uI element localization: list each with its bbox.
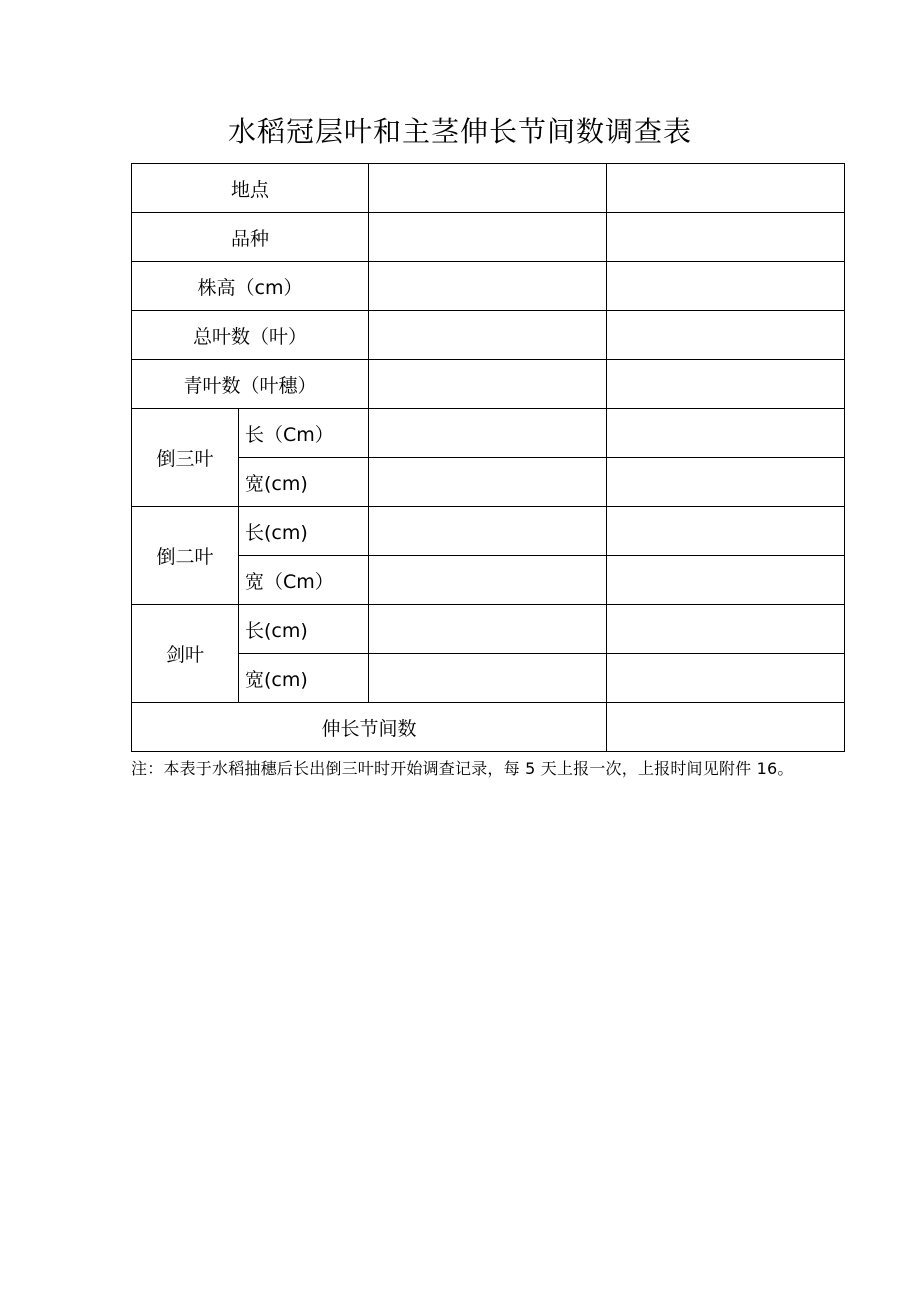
row-sublabel-third-last-leaf-width: 宽(cm) <box>239 458 369 507</box>
row-value-flag-leaf-length-1[interactable] <box>369 605 607 654</box>
table-row <box>132 458 845 507</box>
page-title: 水稻冠层叶和主茎伸长节间数调查表 <box>227 115 692 148</box>
row-label-total-leaves: 总叶数（叶） <box>132 311 369 360</box>
table-row <box>132 262 845 311</box>
table-row <box>132 164 845 213</box>
row-value-location-1[interactable] <box>369 164 607 213</box>
row-value-second-last-leaf-length-1[interactable] <box>369 507 607 556</box>
row-group-label-second-last-leaf: 倒二叶 <box>132 507 239 605</box>
row-value-plant-height-2[interactable] <box>607 262 845 311</box>
row-value-total-leaves-1[interactable] <box>369 311 607 360</box>
row-value-green-leaves-2[interactable] <box>607 360 845 409</box>
row-sublabel-second-last-leaf-width: 宽（Cm） <box>239 556 369 605</box>
table-row <box>132 605 845 654</box>
table-note: 注：本表于水稻抽穗后长出倒三叶时开始调查记录，每 5 天上报一次，上报时间见附件 16。 <box>131 759 794 778</box>
row-value-second-last-leaf-length-2[interactable] <box>607 507 845 556</box>
table-row <box>132 311 845 360</box>
survey-table <box>131 163 845 752</box>
row-value-second-last-leaf-width-1[interactable] <box>369 556 607 605</box>
row-value-second-last-leaf-width-2[interactable] <box>607 556 845 605</box>
table-row <box>132 507 845 556</box>
row-label-variety: 品种 <box>132 213 369 262</box>
row-value-flag-leaf-length-2[interactable] <box>607 605 845 654</box>
row-label-location: 地点 <box>132 164 369 213</box>
row-value-elongated-internodes[interactable] <box>607 703 845 752</box>
row-label-green-leaves: 青叶数（叶穗） <box>132 360 369 409</box>
row-value-plant-height-1[interactable] <box>369 262 607 311</box>
row-value-location-2[interactable] <box>607 164 845 213</box>
row-value-variety-1[interactable] <box>369 213 607 262</box>
row-value-third-last-leaf-width-2[interactable] <box>607 458 845 507</box>
row-value-flag-leaf-width-1[interactable] <box>369 654 607 703</box>
row-sublabel-flag-leaf-length: 长(cm) <box>239 605 369 654</box>
row-sublabel-flag-leaf-width: 宽(cm) <box>239 654 369 703</box>
row-value-variety-2[interactable] <box>607 213 845 262</box>
row-sublabel-second-last-leaf-length: 长(cm) <box>239 507 369 556</box>
row-value-third-last-leaf-length-2[interactable] <box>607 409 845 458</box>
table-row <box>132 360 845 409</box>
row-value-green-leaves-1[interactable] <box>369 360 607 409</box>
table-row <box>132 556 845 605</box>
row-label-elongated-internodes: 伸长节间数 <box>132 703 607 752</box>
table-row <box>132 703 845 752</box>
row-group-label-third-last-leaf: 倒三叶 <box>132 409 239 507</box>
row-label-plant-height: 株高（cm） <box>132 262 369 311</box>
row-value-third-last-leaf-width-1[interactable] <box>369 458 607 507</box>
row-value-total-leaves-2[interactable] <box>607 311 845 360</box>
row-group-label-flag-leaf: 剑叶 <box>132 605 239 703</box>
row-value-flag-leaf-width-2[interactable] <box>607 654 845 703</box>
table-row <box>132 654 845 703</box>
row-value-third-last-leaf-length-1[interactable] <box>369 409 607 458</box>
table-row <box>132 409 845 458</box>
table-row <box>132 213 845 262</box>
row-sublabel-third-last-leaf-length: 长（Cm） <box>239 409 369 458</box>
